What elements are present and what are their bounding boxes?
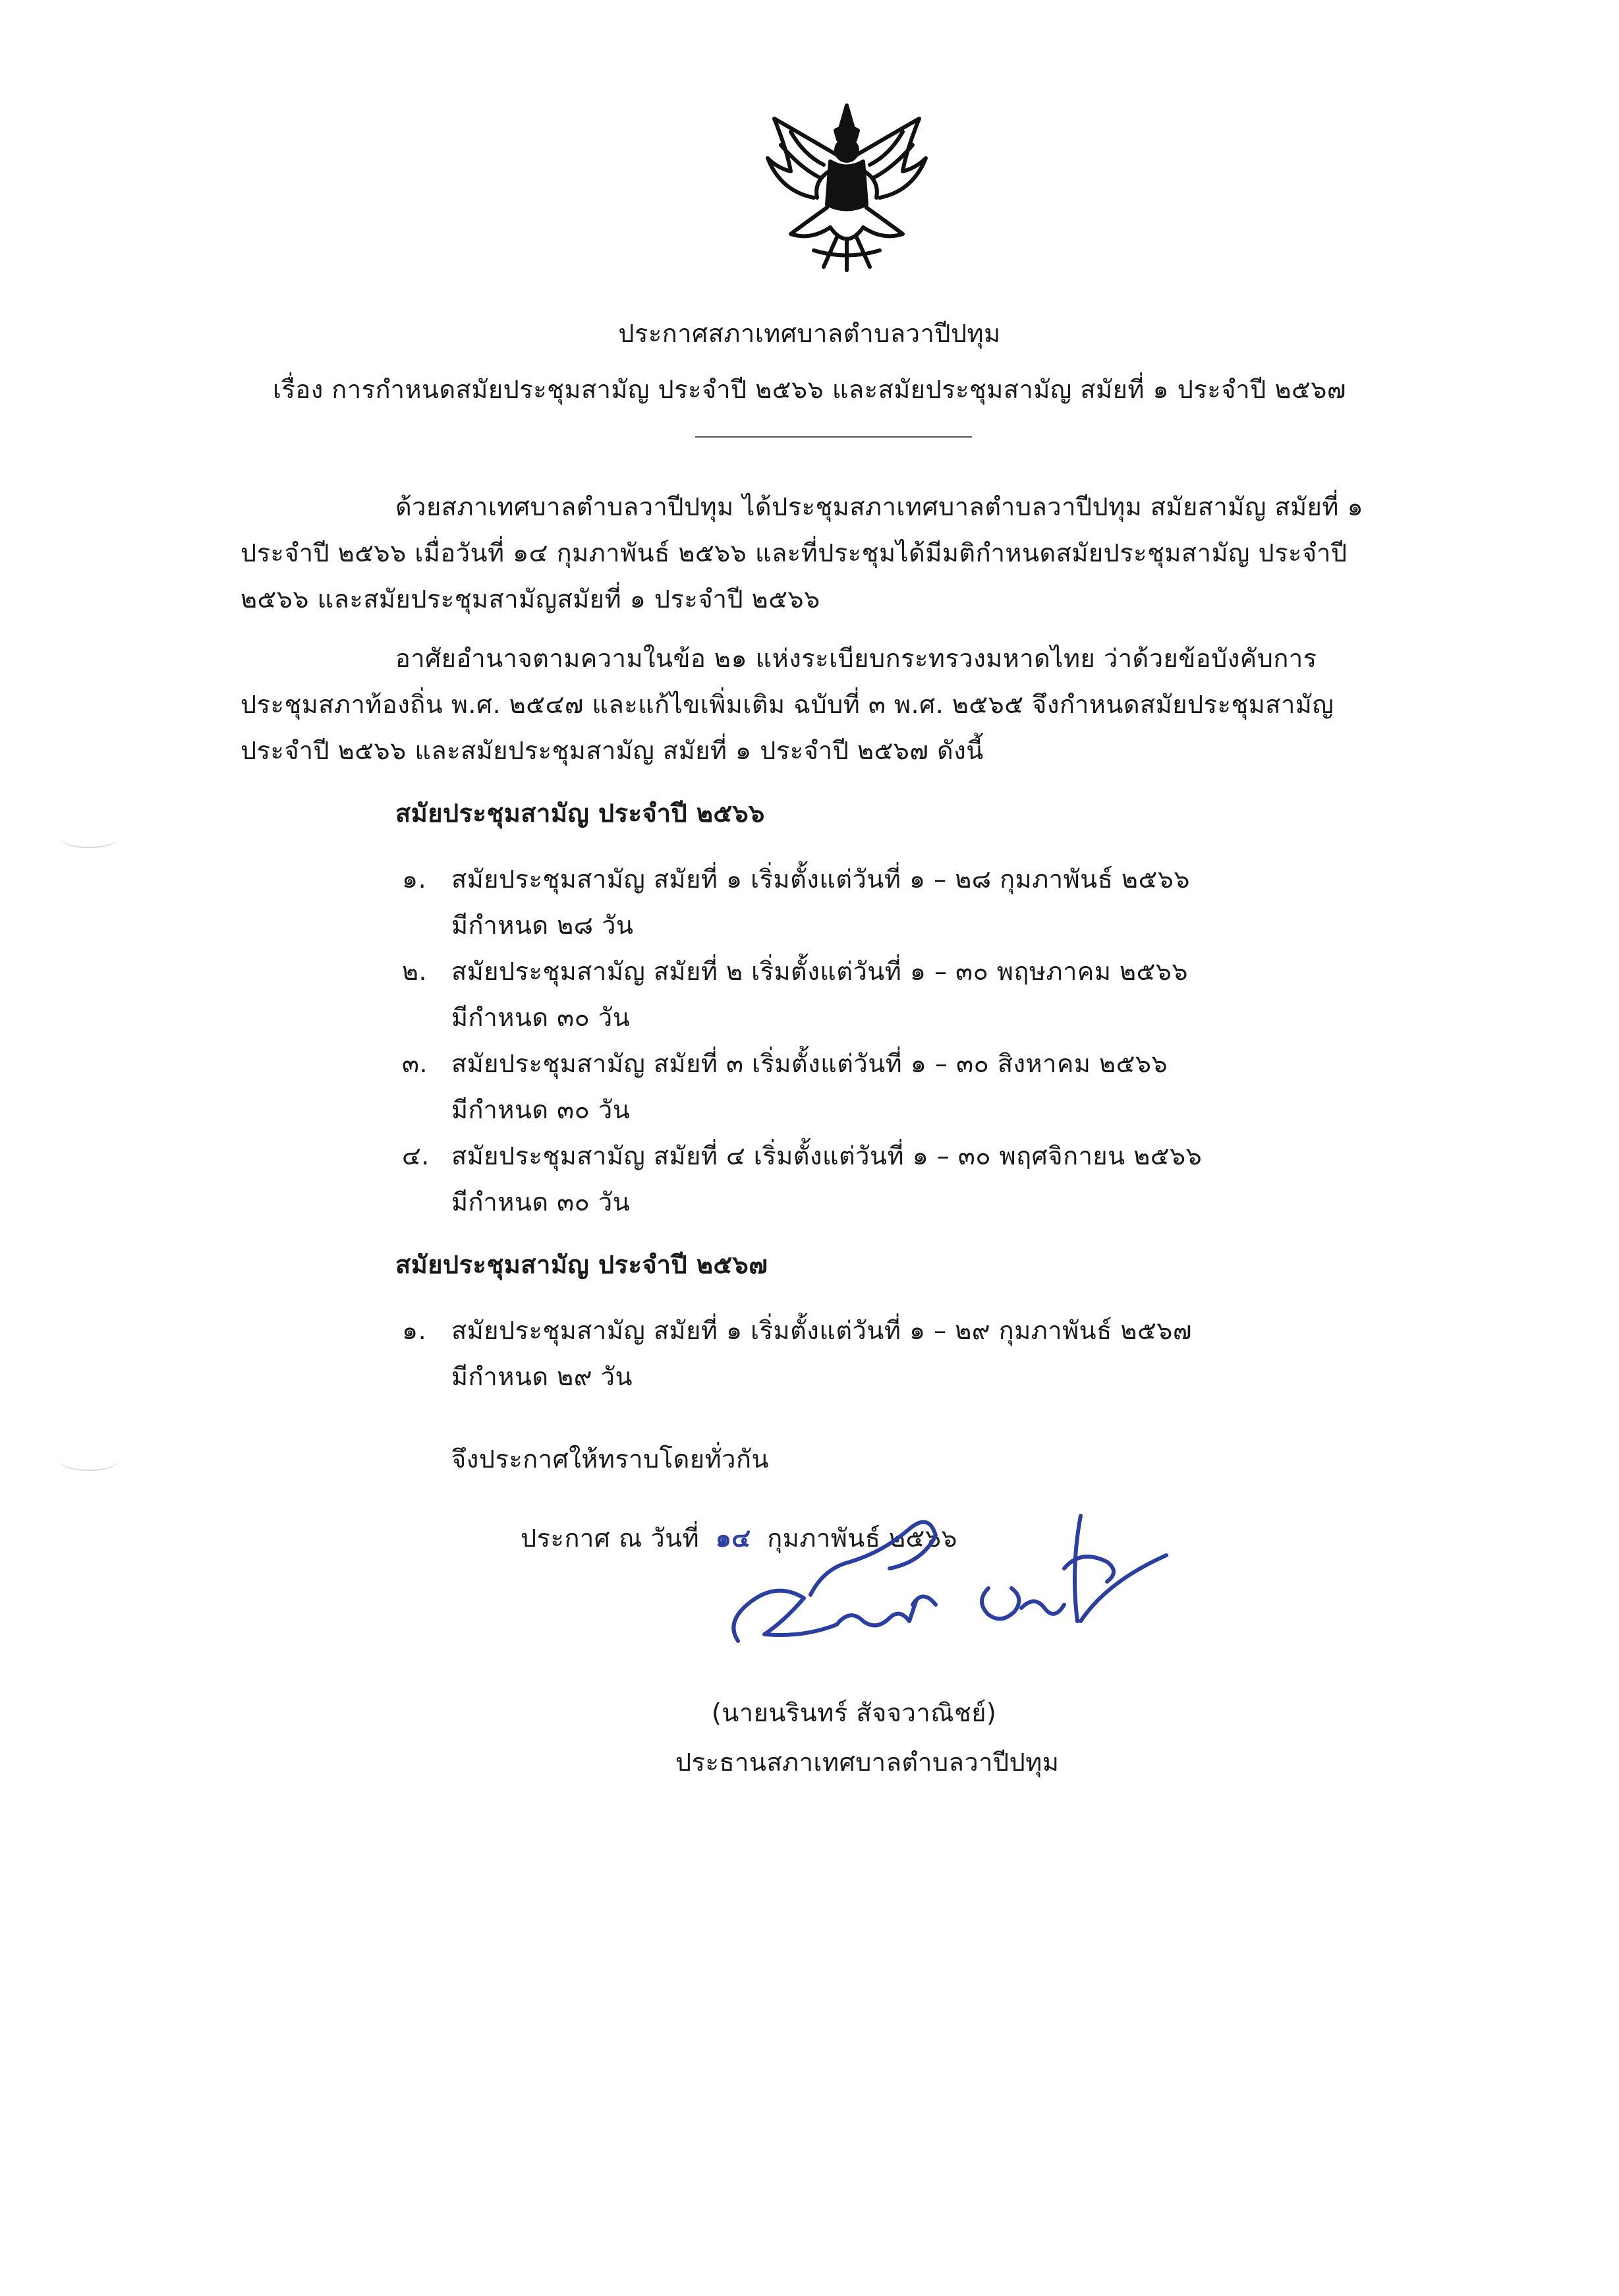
date-day: ๑๔ bbox=[715, 1524, 751, 1553]
item-2566-1-line1: สมัยประชุมสามัญ สมัยที่ ๑ เริ่มตั้งแต่วันที่ ๑ – ๒๘ กุมภาพันธ์ ๒๕๖๖ bbox=[451, 865, 1190, 894]
item-2566-1-line2: มีกำหนด ๒๘ วัน bbox=[451, 911, 634, 940]
para2-line3: ประจำปี ๒๕๖๖ และสมัยประชุมสามัญ สมัยที่ ๑ ประจำปี ๒๕๖๗ ดังนี้ bbox=[241, 736, 984, 765]
item-2566-4-line1: สมัยประชุมสามัญ สมัยที่ ๔ เริ่มตั้งแต่วันที่ ๑ – ๓๐ พฤศจิกายน ๒๕๖๖ bbox=[451, 1141, 1203, 1170]
punch-hole-mark bbox=[59, 827, 119, 848]
item-2566-3-line2: มีกำหนด ๓๐ วัน bbox=[451, 1095, 631, 1124]
garuda-emblem bbox=[751, 92, 942, 283]
item-2566-2-line1: สมัยประชุมสามัญ สมัยที่ ๒ เริ่มตั้งแต่วันที่ ๑ – ๓๐ พฤษภาคม ๒๕๖๖ bbox=[451, 957, 1189, 986]
header-divider bbox=[695, 436, 972, 438]
para2-line1: อาศัยอำนาจตามความในข้อ ๒๑ แห่งระเบียบกระทรวงมหาดไทย ว่าด้วยข้อบังคับการ bbox=[395, 644, 1317, 673]
para1-line1: ด้วยสภาเทศบาลตำบลวาปีปทุม ได้ประชุมสภาเทศบาลตำบลวาปีปทุม สมัยสามัญ สมัยที่ ๑ bbox=[395, 492, 1364, 521]
handwritten-signature bbox=[712, 1489, 1173, 1687]
section-2567-heading: สมัยประชุมสามัญ ประจำปี ๒๕๖๗ bbox=[395, 1250, 768, 1279]
punch-hole-mark bbox=[59, 1450, 119, 1471]
item-2566-4-line2: มีกำหนด ๓๐ วัน bbox=[451, 1188, 631, 1217]
announcement-title: ประกาศสภาเทศบาลตำบลวาปีปทุม bbox=[618, 319, 1001, 348]
item-2566-3-line1: สมัยประชุมสามัญ สมัยที่ ๓ เริ่มตั้งแต่วันที่ ๑ – ๓๐ สิงหาคม ๒๕๖๖ bbox=[451, 1049, 1168, 1078]
date-suffix: กุมภาพันธ์ ๒๕๖๖ bbox=[767, 1524, 958, 1553]
para1-line3: ๒๕๖๖ และสมัยประชุมสามัญสมัยที่ ๑ ประจำปี ๒๕๖๖ bbox=[241, 585, 820, 614]
signer-name: (นายนรินทร์ สัจจวาณิชย์) bbox=[712, 1698, 997, 1727]
announcement-subject: เรื่อง การกำหนดสมัยประชุมสามัญ ประจำปี ๒๕๖๖ และสมัยประชุมสามัญ สมัยที่ ๑ ประจำปี ๒๕๖๗ bbox=[273, 375, 1346, 404]
item-2566-3-number: ๓. bbox=[402, 1049, 428, 1078]
para1-line2: ประจำปี ๒๕๖๖ เมื่อวันที่ ๑๔ กุมภาพันธ์ ๒๕๖๖ และที่ประชุมได้มีมติกำหนดสมัยประชุมสามัญ ประจำปี bbox=[241, 538, 1348, 567]
para2-line2: ประชุมสภาท้องถิ่น พ.ศ. ๒๕๔๗ และแก้ไขเพิ่มเติม ฉบับที่ ๓ พ.ศ. ๒๕๖๕ จึงกำหนดสมัยประชุมสามัญ bbox=[241, 690, 1334, 719]
section-2566-heading: สมัยประชุมสามัญ ประจำปี ๒๕๖๖ bbox=[395, 799, 765, 828]
item-2566-1-number: ๑. bbox=[402, 865, 427, 894]
closing-announce: จึงประกาศให้ทราบโดยทั่วกัน bbox=[451, 1445, 769, 1474]
item-2566-2-line2: มีกำหนด ๓๐ วัน bbox=[451, 1003, 631, 1032]
item-2567-1-line1: สมัยประชุมสามัญ สมัยที่ ๑ เริ่มตั้งแต่วันที่ ๑ – ๒๙ กุมภาพันธ์ ๒๕๖๗ bbox=[451, 1316, 1192, 1345]
signer-title: ประธานสภาเทศบาลตำบลวาปีปทุม bbox=[675, 1748, 1060, 1777]
item-2567-1-number: ๑. bbox=[402, 1316, 427, 1345]
item-2566-2-number: ๒. bbox=[402, 957, 428, 986]
date-prefix: ประกาศ ณ วันที่ bbox=[521, 1524, 700, 1553]
item-2566-4-number: ๔. bbox=[402, 1141, 430, 1170]
item-2567-1-line2: มีกำหนด ๒๙ วัน bbox=[451, 1362, 633, 1391]
